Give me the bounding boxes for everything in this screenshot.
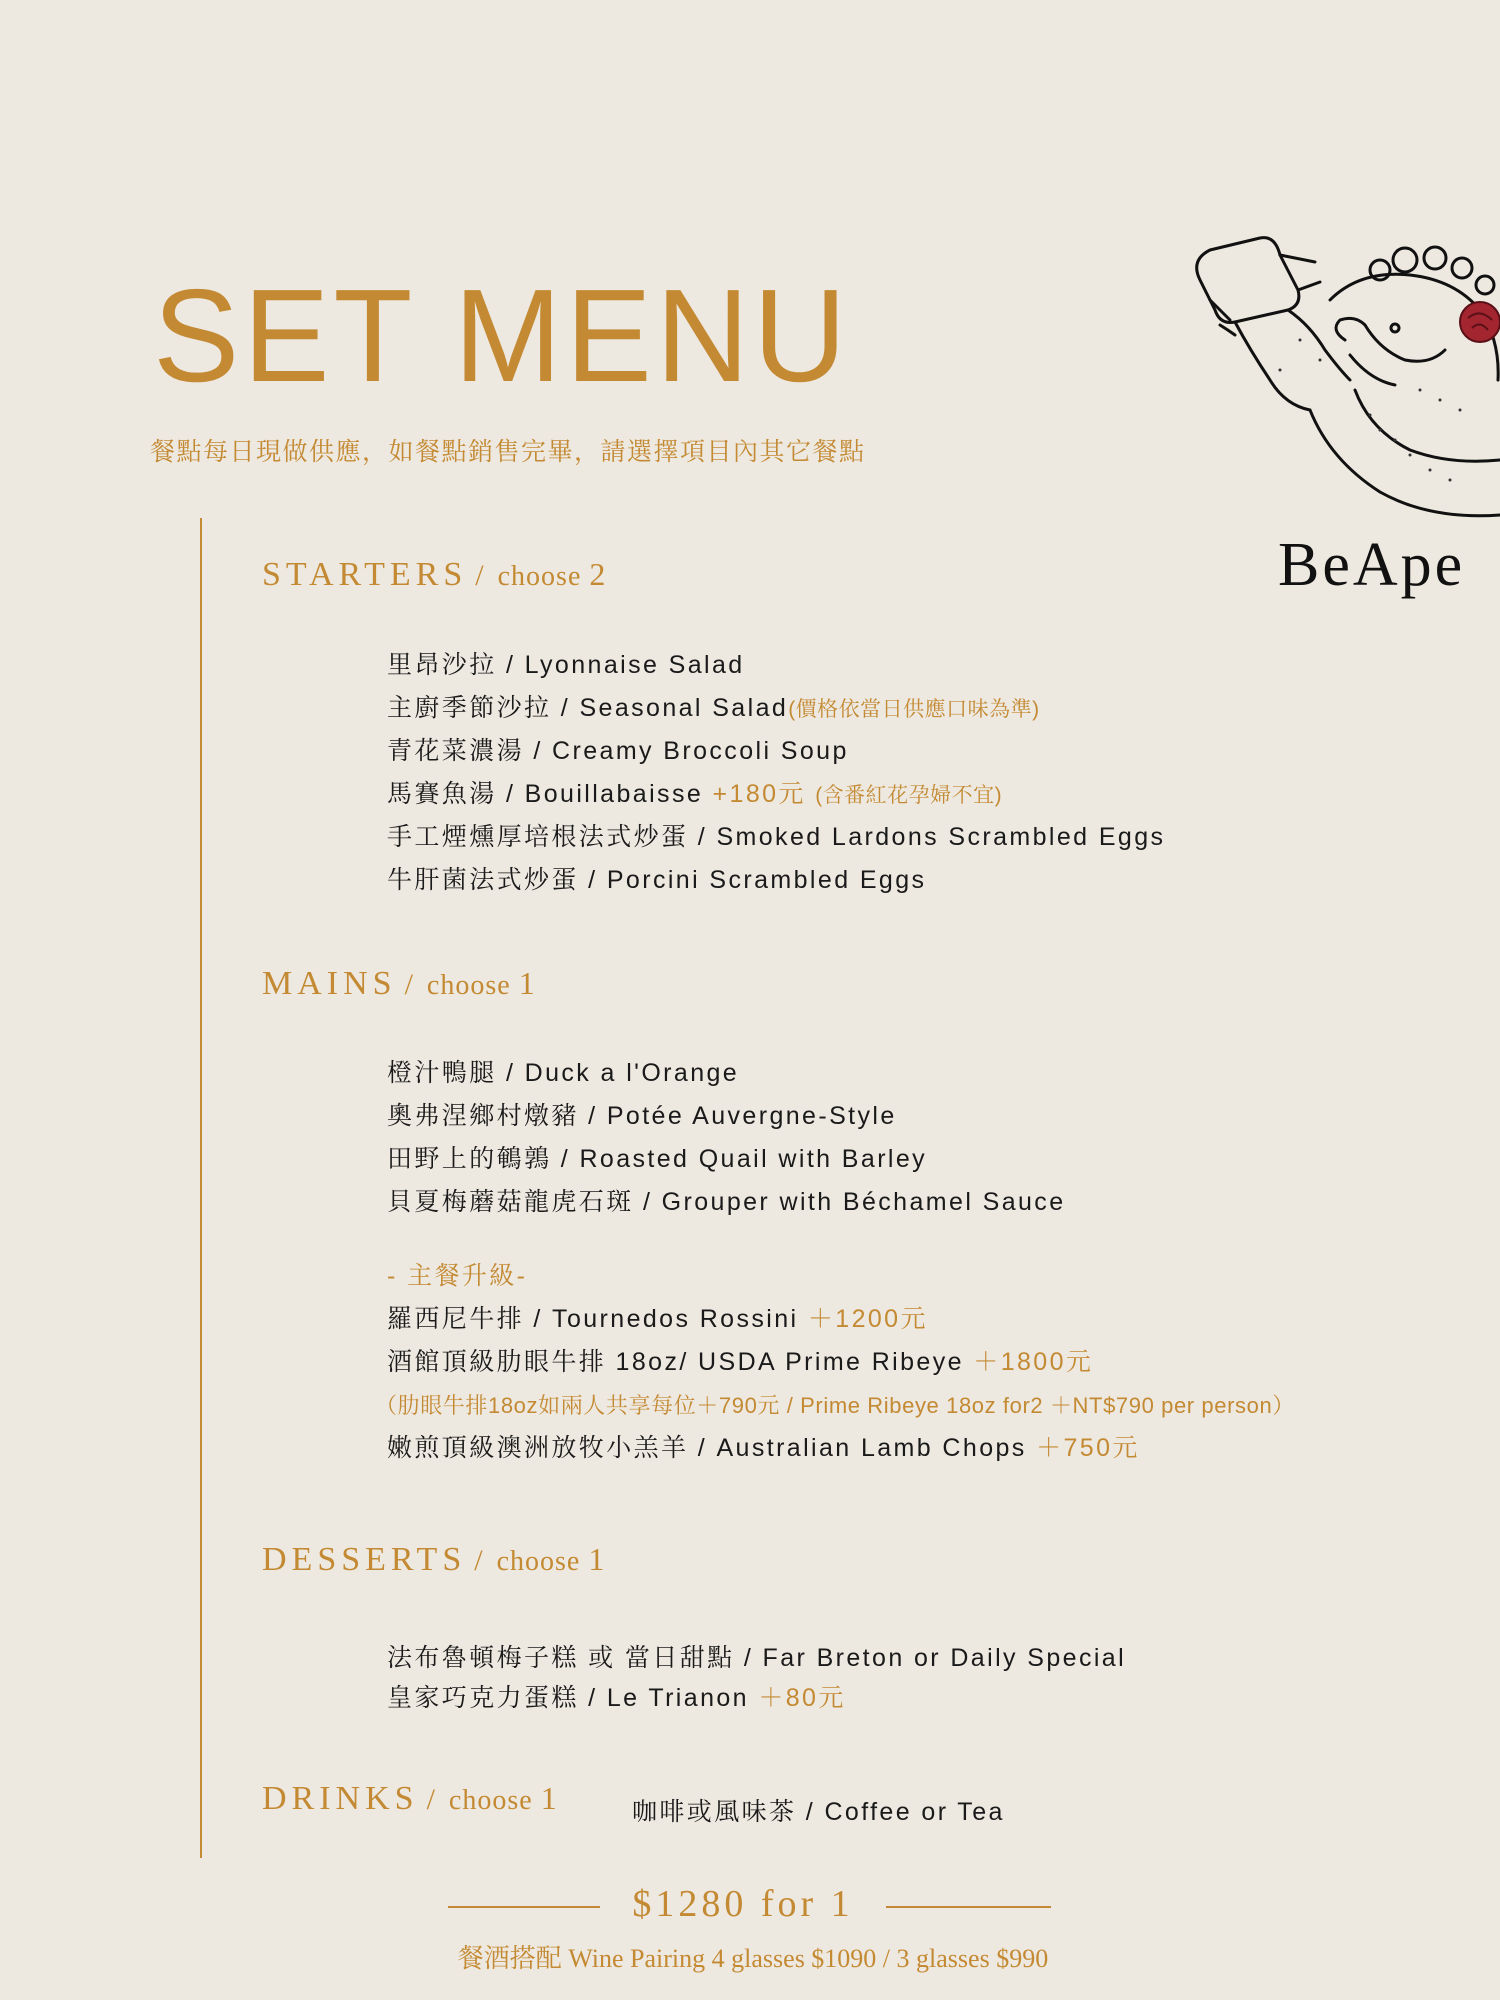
item-price: ＋1800元 <box>973 1348 1094 1376</box>
section-count: 2 <box>589 556 606 592</box>
desserts-list <box>387 1638 1126 1718</box>
item-price: ＋1200元 <box>807 1305 928 1333</box>
list-item: 酒館頂級肋眼牛排 18oz/ USDA Prime Ribeye ＋1800元 <box>387 1348 1094 1376</box>
list-item: 貝夏梅蘑菇龍虎石斑 / Grouper with Béchamel Sauce <box>387 1188 1066 1216</box>
drinks-heading <box>262 1780 557 1818</box>
set-price: $1280 for 1 <box>632 1883 854 1925</box>
section-name: DESSERTS <box>262 1541 467 1578</box>
list-item: 橙汁鴨腿 / Duck a l'Orange <box>387 1059 740 1087</box>
list-item: 法布魯頓梅子糕 或 當日甜點 / Far Breton or Daily Special <box>387 1644 1127 1672</box>
starters-list <box>387 644 1165 902</box>
menu-subtitle: 餐點每日現做供應，如餐點銷售完畢，請選擇項目內其它餐點 <box>150 438 866 466</box>
list-item: 里昂沙拉 / Lyonnaise Salad <box>387 651 745 679</box>
item-note: (價格依當日供應口味為準) <box>788 698 1040 721</box>
desserts-heading <box>262 1541 604 1579</box>
mains-list <box>387 1052 1066 1224</box>
section-divider <box>200 518 202 1858</box>
page-title: SET MENU <box>153 262 851 409</box>
upgrade-heading: - 主餐升級- <box>387 1262 528 1290</box>
section-slash: / <box>404 968 413 1001</box>
ape-drinking-bottle-icon <box>1180 230 1500 520</box>
section-slash: / <box>475 559 484 592</box>
list-item: 青花菜濃湯 / Creamy Broccoli Soup <box>387 737 849 765</box>
section-choose: choose <box>496 1546 581 1577</box>
item-price: +180元 <box>712 780 806 808</box>
section-count: 1 <box>588 1541 605 1577</box>
list-item: 皇家巧克力蛋糕 / Le Trianon ＋80元 <box>387 1684 846 1712</box>
item-note: (含番紅花孕婦不宜) <box>815 784 1003 807</box>
starters-heading <box>262 556 605 594</box>
list-item: 嫩煎頂級澳洲放牧小羔羊 / Australian Lamb Chops ＋750元 <box>387 1434 1140 1462</box>
section-choose: choose <box>426 970 511 1001</box>
section-count: 1 <box>518 965 535 1001</box>
list-item: 主廚季節沙拉 / Seasonal Salad(價格依當日供應口味為準) <box>387 694 1040 722</box>
list-item: 田野上的鵪鶉 / Roasted Quail with Barley <box>387 1145 928 1173</box>
item-price: ＋80元 <box>758 1684 846 1712</box>
list-item: 馬賽魚湯 / Bouillabaisse +180元 (含番紅花孕婦不宜) <box>387 780 1003 808</box>
footer-line-right <box>886 1906 1051 1908</box>
mains-upgrade-list <box>375 1255 1295 1470</box>
section-name: DRINKS <box>262 1780 419 1817</box>
footer-line-left <box>448 1906 600 1908</box>
item-price: ＋750元 <box>1036 1434 1140 1462</box>
brand-logo: BeApe <box>1278 531 1466 599</box>
list-item: 手工煙燻厚培根法式炒蛋 / Smoked Lardons Scrambled Eggs <box>387 823 1166 851</box>
section-choose: choose <box>497 561 582 592</box>
drinks-item: 咖啡或風味茶 / Coffee or Tea <box>632 1798 1005 1826</box>
mains-heading <box>262 965 535 1003</box>
list-item: 奧弗涅鄉村燉豬 / Potée Auvergne-Style <box>387 1102 897 1130</box>
section-slash: / <box>426 1783 435 1816</box>
wine-pairing: 餐酒搭配 Wine Pairing 4 glasses $1090 / 3 glasses $990 <box>457 1944 1049 1973</box>
list-item: 牛肝菌法式炒蛋 / Porcini Scrambled Eggs <box>387 866 927 894</box>
list-item: 羅西尼牛排 / Tournedos Rossini ＋1200元 <box>387 1305 928 1333</box>
section-count: 1 <box>540 1780 557 1816</box>
section-slash: / <box>474 1544 483 1577</box>
ribeye-note: （肋眼牛排18oz如兩人共享每位＋790元 / Prime Ribeye 18oz for2 ＋NT$790 per person） <box>375 1393 1295 1418</box>
section-name: MAINS <box>262 965 397 1002</box>
section-choose: choose <box>448 1785 533 1816</box>
section-name: STARTERS <box>262 556 468 593</box>
